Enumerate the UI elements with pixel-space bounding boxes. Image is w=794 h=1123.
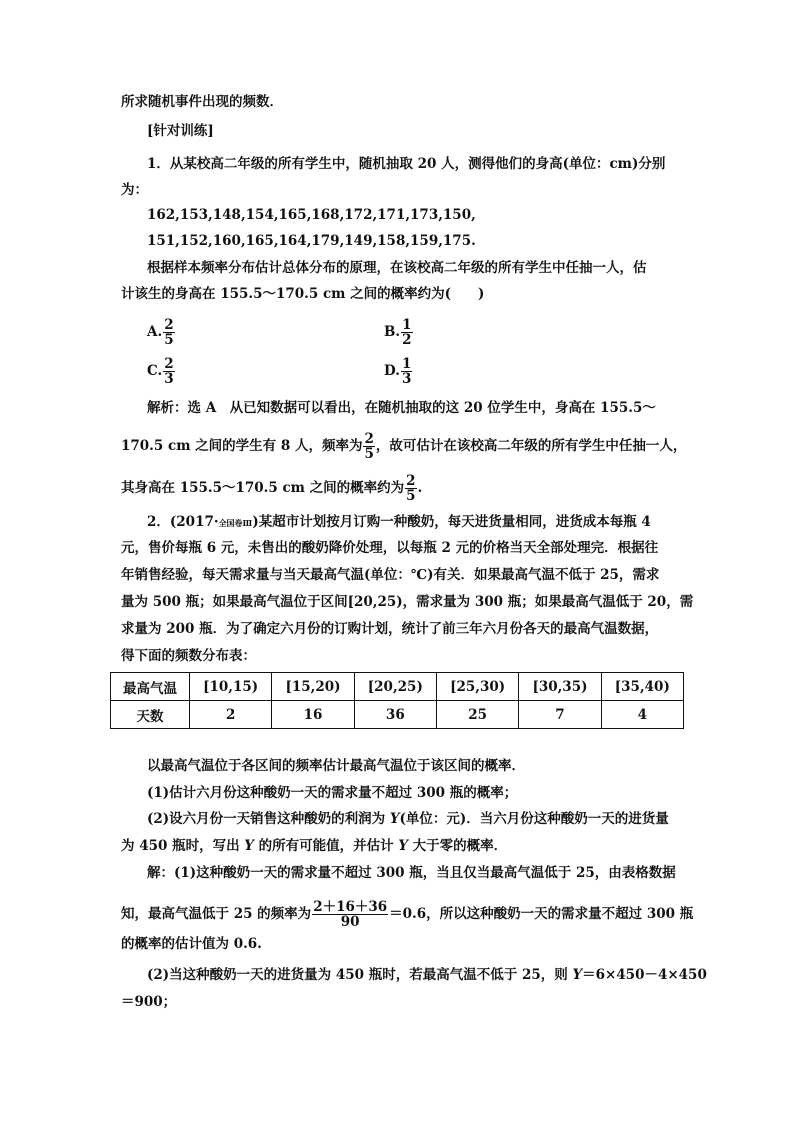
problem1-question: 计该生的身高在 155.5～170.5 cm 之间的概率约为( ) xyxy=(121,286,485,302)
problem2-text: 得下面的频数分布表： xyxy=(121,648,256,664)
numerator: 2 xyxy=(164,356,174,372)
analysis-text xyxy=(121,474,422,503)
text-run: 知，最高气温低于 25 的频率为 xyxy=(121,906,312,922)
text-run: 大于零的概率． xyxy=(407,838,508,854)
variable: Y xyxy=(389,811,400,827)
problem1-text: 为： xyxy=(121,182,148,198)
table-cell: 36 xyxy=(354,701,436,729)
numerator: 2＋16＋36 xyxy=(313,899,388,915)
solution-text xyxy=(121,900,693,929)
table-cell: [35,40) xyxy=(601,673,683,701)
problem2-text: 以最高气温位于各区间的频率估计最高气温位于该区间的概率． xyxy=(147,758,525,774)
text-run: )某超市计划按月订购一种酸奶，每天进货量相同，进货成本每瓶 4 xyxy=(252,514,651,530)
problem2-text: 元，售价每瓶 6 元，未售出的酸奶降价处理，以每瓶 2 元的价格当天全部处理完．根据往 xyxy=(121,540,659,556)
denominator: 3 xyxy=(401,371,412,387)
fraction xyxy=(312,900,388,929)
fraction xyxy=(363,432,374,461)
data-list: 151,152,160,165,164,179,149,158,159,175. xyxy=(147,233,476,249)
fraction xyxy=(163,318,174,347)
denominator: 5 xyxy=(364,446,374,462)
fraction xyxy=(163,357,174,386)
denominator: 3 xyxy=(164,371,174,387)
text-run: 2．(2017· xyxy=(147,514,219,530)
option-b xyxy=(384,318,414,347)
variable: Y xyxy=(244,838,254,854)
numerator: 2 xyxy=(364,431,374,447)
denominator: 5 xyxy=(406,488,416,504)
text-run: (2)当这种酸奶一天的进货量为 450 瓶时，若最高气温不低于 25，则 xyxy=(147,967,573,983)
numerator: 2 xyxy=(406,473,416,489)
option-d xyxy=(384,357,413,386)
table-header-cell: 最高气温 xyxy=(111,673,190,701)
problem1-text: 1．从某校高二年级的所有学生中，随机抽取 20 人，测得他们的身高(单位：cm)分别 xyxy=(147,156,666,172)
fraction xyxy=(405,474,416,503)
solution-text: 解：(1)这种酸奶一天的需求量不超过 300 瓶，当且仅当最高气温低于 25，由表格数据 xyxy=(147,865,676,881)
solution-text: 的概率的估计值为 0.6. xyxy=(121,936,262,952)
text-run: . xyxy=(417,480,423,496)
variable: Y xyxy=(398,838,408,854)
source-tag: 全国卷Ⅲ xyxy=(218,518,253,528)
text-run: 其身高在 155.5～170.5 cm 之间的概率约为 xyxy=(121,480,405,496)
problem2-text: 求量为 200 瓶．为了确定六月份的订购计划，统计了前三年六月份各天的最高气温数据， xyxy=(121,621,659,637)
table-cell: [20,25) xyxy=(354,673,436,701)
question-1: (1)估计六月份这种酸奶一天的需求量不超过 300 瓶的概率； xyxy=(147,785,518,801)
problem2-text: 年销售经验，每天需求量与当天最高气温(单位：℃)有关．如果最高气温不低于 25，需求 xyxy=(121,567,660,583)
denominator: 2 xyxy=(402,332,412,348)
table-row xyxy=(111,673,684,701)
option-label: D. xyxy=(384,363,400,379)
table-cell: [15,20) xyxy=(272,673,354,701)
data-list: 162,153,148,154,165,168,172,171,173,150, xyxy=(147,207,476,223)
table-cell: 16 xyxy=(272,701,354,729)
problem1-text: 根据样本频率分布估计总体分布的原理，在该校高二年级的所有学生中任抽一人，估 xyxy=(147,260,647,276)
fraction xyxy=(401,357,412,386)
question-2 xyxy=(147,809,669,829)
section-heading: [针对训练] xyxy=(147,123,214,139)
text-run: ＝0.6，所以这种酸奶一天的需求量不超过 300 瓶 xyxy=(389,906,694,922)
solution-text xyxy=(147,965,707,985)
table-cell: 4 xyxy=(601,701,683,729)
option-c xyxy=(147,357,176,386)
text-run: (单位：元)．当六月份这种酸奶一天的进货量 xyxy=(399,811,669,827)
numerator: 1 xyxy=(402,317,412,333)
text-run: 的所有可能值，并估计 xyxy=(253,838,399,854)
analysis-text xyxy=(121,432,686,461)
table-header-cell: 天数 xyxy=(111,701,190,729)
text-run: 170.5 cm 之间的学生有 8 人，频率为 xyxy=(121,438,363,454)
text-run: ，故可估计在该校高二年级的所有学生中任抽一人， xyxy=(375,438,687,454)
table-cell: [30,35) xyxy=(519,673,601,701)
table-cell: 7 xyxy=(519,701,601,729)
option-label: B. xyxy=(384,324,401,340)
problem2-text: 量为 500 瓶；如果最高气温位于区间[20,25)，需求量为 300 瓶；如果最高气温低于 20，需 xyxy=(121,594,694,610)
option-label: A. xyxy=(147,324,163,340)
option-a xyxy=(147,318,176,347)
table-cell: [25,30) xyxy=(436,673,518,701)
variable: Y xyxy=(572,967,583,983)
solution-text: ＝900； xyxy=(121,994,177,1010)
problem2-text xyxy=(147,512,651,533)
table-cell: [10,15) xyxy=(190,673,272,701)
text-run: ＝6×450－4×450 xyxy=(582,967,707,983)
text-run: (2)设六月份一天销售这种酸奶的利润为 xyxy=(147,811,390,827)
option-label: C. xyxy=(147,363,163,379)
table-cell: 2 xyxy=(190,701,272,729)
fraction xyxy=(401,318,412,347)
denominator: 90 xyxy=(340,914,360,930)
frequency-table xyxy=(110,672,684,729)
table-cell: 25 xyxy=(436,701,518,729)
analysis-text: 解析：选 A 从已知数据可以看出，在随机抽取的这 20 位学生中，身高在 155.5～ xyxy=(147,400,656,416)
numerator: 2 xyxy=(164,317,174,333)
table-row xyxy=(111,701,684,729)
denominator: 5 xyxy=(164,332,174,348)
question-2 xyxy=(121,836,507,856)
text-line: 所求随机事件出现的频数． xyxy=(121,94,283,110)
text-run: 为 450 瓶时，写出 xyxy=(121,838,245,854)
numerator: 1 xyxy=(401,356,412,372)
